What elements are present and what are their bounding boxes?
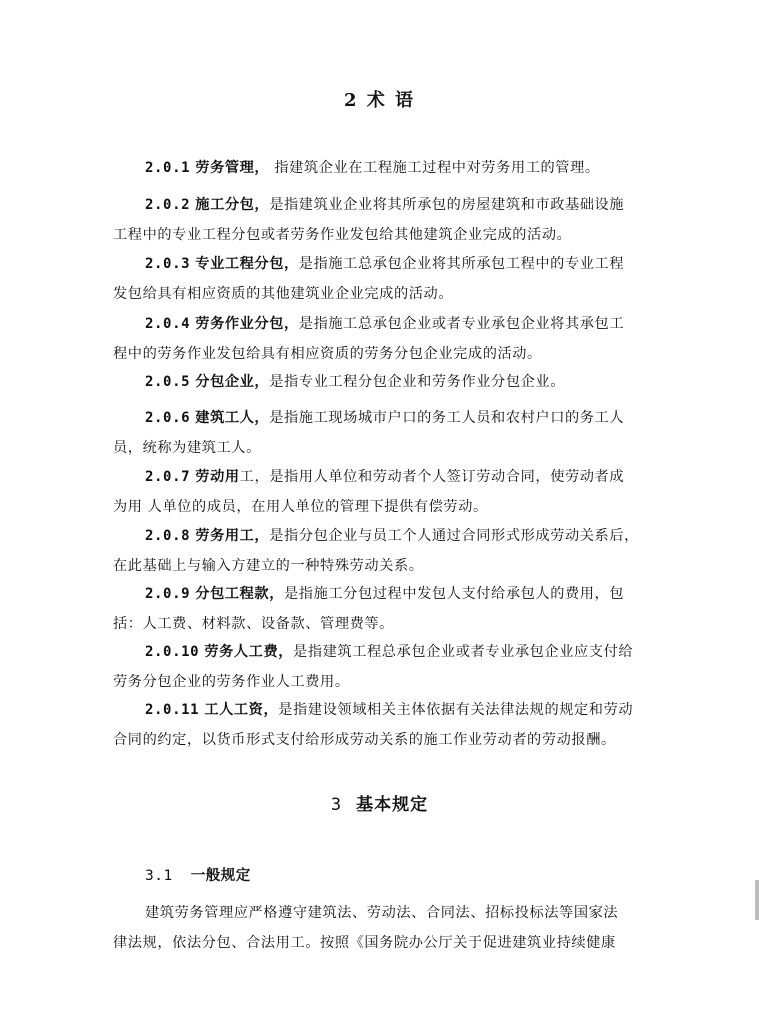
term-number: 2.0.10 [145,644,200,660]
term-definition-line: 是指专业工程分包企业和劳务作业分包企业。 [269,374,565,390]
term-number: 2.0.9 [145,586,191,602]
term-2-0-2 [113,190,653,250]
term-name: 劳动用 [195,469,240,485]
term-definition-line: 为用 人单位的成员，在用人单位的管理下提供有偿劳动。 [113,499,488,515]
term-2-0-4 [113,309,653,369]
term-name: 施工分包， [195,197,270,213]
term-definition-line: 是指施工分包过程中发包人支付给承包人的费用，包 [284,586,625,602]
term-number: 2.0.6 [145,410,191,426]
term-2-0-5 [113,367,653,397]
term-number: 2.0.5 [145,374,191,390]
term-definition-line: 程中的劳务作业发包给具有相应资质的劳务分包企业完成的活动。 [113,346,542,362]
term-definition-line: 员，统称为建筑工人。 [113,440,261,456]
term-2-0-1 [113,153,653,183]
term-definition-line: 是指分包企业与员工个人通过合同形式形成劳动关系后， [269,528,639,544]
term-definition-line: 发包给具有相应资质的其他建筑业企业完成的活动。 [113,286,454,302]
chapter-number: 3 [330,795,343,815]
term-number: 2.0.8 [145,528,191,544]
term-definition-line: 劳务分包企业的劳务作业人工费用。 [113,674,350,690]
term-definition-line: 是指施工总承包企业将其所承包工程中的专业工程 [298,256,625,272]
term-2-0-9 [113,579,653,639]
term-name: 工人工资， [204,702,279,718]
term-2-0-3 [113,249,653,309]
term-number: 2.0.7 [145,469,191,485]
term-2-0-8 [113,521,653,581]
term-definition-line: 工，是指用人单位和劳动者个人签订劳动合同，使劳动者成 [239,469,625,485]
term-definition-line: 是指建筑工程总承包企业或者专业承包企业应支付给 [293,644,634,660]
term-name: 专业工程分包， [195,256,299,272]
term-definition-line: 是指施工现场城市户口的务工人员和农村户口的务工人 [269,410,625,426]
section-number: 3.1 [145,868,173,884]
term-2-0-6 [113,403,653,463]
general-rules-paragraph [113,898,653,958]
term-definition-line: 在此基础上与输入方建立的一种特殊劳动关系。 [113,558,424,574]
chapter-3-title [0,790,759,815]
term-name: 劳务作业分包， [195,316,299,332]
term-definition-line: 工程中的专业工程分包或者劳务作业发包给其他建筑企业完成的活动。 [113,227,572,243]
term-number: 2.0.3 [145,256,191,272]
term-name: 分包工程款， [195,586,285,602]
term-2-0-11 [113,695,653,755]
term-definition-line: 指建筑企业在工程施工过程中对劳务用工的管理。 [269,160,600,176]
term-definition-line: 是指建设领域相关主体依据有关法律法规的规定和劳动 [278,702,634,718]
term-definition-line: 是指建筑业企业将其所承包的房屋建筑和市政基础设施 [269,197,625,213]
term-definition-line: 括：人工费、材料款、设备款、管理费等。 [113,616,394,632]
chapter-2-title: 2 术 语 [343,90,416,111]
term-definition-line: 合同的约定，以货币形式支付给形成劳动关系的施工作业劳动者的劳动报酬。 [113,732,616,748]
section-3-1-heading [145,864,251,885]
term-definition-line: 是指施工总承包企业或者专业承包企业将其承包工 [298,316,625,332]
section-name: 一般规定 [190,867,251,884]
term-2-0-7 [113,462,653,522]
term-name: 分包企业， [195,374,270,390]
term-name: 劳务用工， [195,528,270,544]
term-number: 2.0.2 [145,197,191,213]
chapter-name: 基本规定 [356,795,429,815]
term-name: 劳务管理， [195,160,270,176]
paragraph-line: 律法规，依法分包、合法用工。按照《国务院办公厅关于促进建筑业持续健康 [113,935,616,951]
term-number: 2.0.4 [145,316,191,332]
term-number: 2.0.1 [145,160,191,176]
page-edge-shadow [755,880,759,920]
term-2-0-10 [113,637,653,697]
term-number: 2.0.11 [145,702,200,718]
paragraph-line: 建筑劳务管理应严格遵守建筑法、劳动法、合同法、招标投标法等国家法 [145,905,619,921]
term-name: 建筑工人， [195,410,270,426]
term-name: 劳务人工费， [204,644,294,660]
